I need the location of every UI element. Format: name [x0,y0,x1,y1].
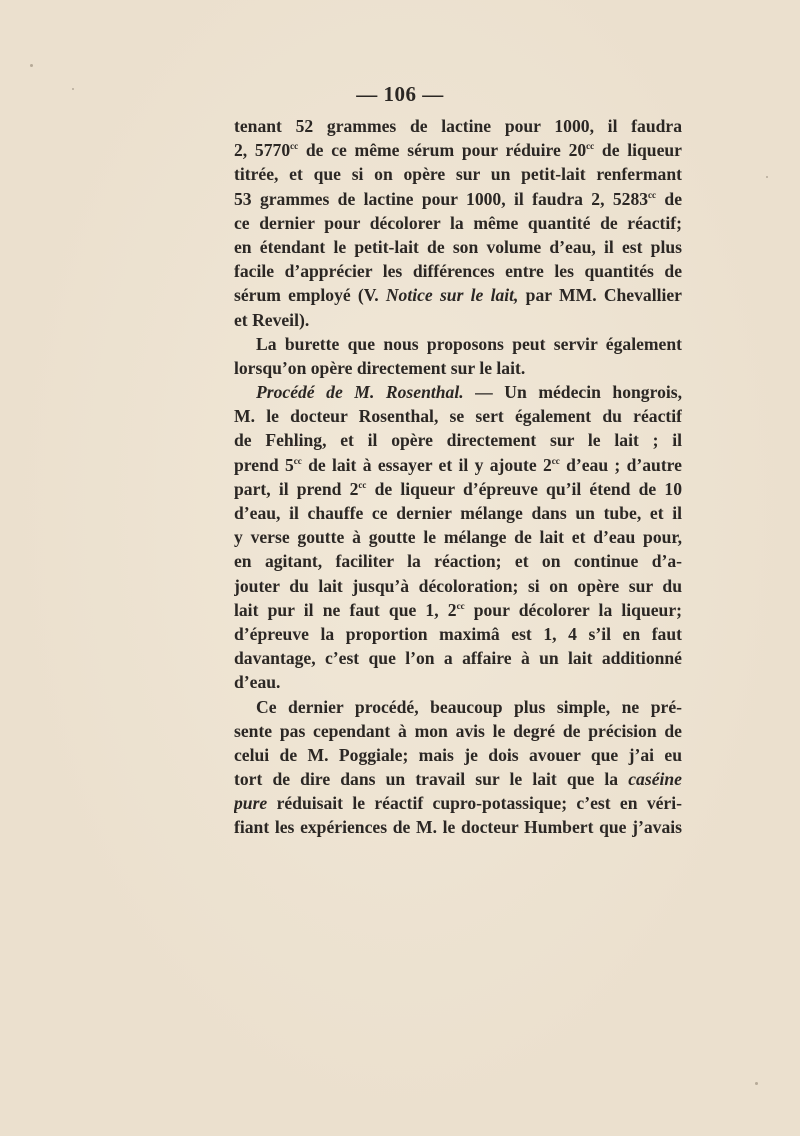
superscript-unit: cc [358,479,367,490]
text-segment: jouter du lait jusqu’à décoloration; si on opère sur du [234,575,682,596]
text-line [234,525,682,549]
text-segment: prend 5 [234,454,294,475]
text-segment: d’eau, il chauffe ce dernier mélange dans un tube, et il [234,503,682,523]
italic-text: Notice sur le lait, [385,285,519,306]
paper-speck [755,1082,758,1085]
text-segment: fiant les expériences de M. le docteur Humbert que j’avais [234,817,682,838]
italic-text: pure [234,793,268,814]
text-line [234,259,682,283]
superscript-unit: cc [456,600,465,611]
text-line [234,477,682,501]
text-line [234,670,682,694]
text-segment: part, il prend 2 [234,478,359,499]
text-segment: sente pas cependant à mon avis le degré de précision de [234,720,682,741]
text-line [234,162,682,186]
text-line [234,187,682,211]
text-segment: en étendant le petit-lait de son volume d’eau, il est plus [234,236,682,257]
text-segment: 53 grammes de lactine pour 1000, il faudra 2, 5283 [234,188,649,209]
text-line [234,332,682,356]
text-segment: de Fehling, et il opère directement sur le lait ; il [234,430,682,451]
text-segment: lorsqu’on opère directement sur le lait. [234,357,526,378]
text-segment: de liqueur d’épreuve qu’il étend de 10 [366,478,682,499]
text-segment: d’épreuve la proportion maximâ est 1, 4 s’il en faut [234,623,682,644]
superscript-unit: cc [293,455,302,466]
text-line [234,574,682,598]
text-line [234,622,682,646]
text-line [234,791,682,815]
italic-text: caséine [628,769,682,790]
text-line [234,283,682,307]
text-line [234,743,682,767]
text-segment: sérum employé (V. [234,285,386,306]
text-segment: celui de M. Poggiale; mais je dois avouer que j’ai eu [234,744,682,765]
text-line [234,428,682,452]
paper-speck [30,64,33,67]
text-segment: lait pur il ne faut que 1, 2 [234,599,457,620]
text-segment: de [656,188,682,209]
text-segment: de liqueur [594,140,682,161]
text-line [234,501,682,525]
text-segment: facile d’apprécier les différences entre les quantités de [234,261,682,282]
text-segment: ce dernier pour décolorer la même quantité de réactif; [234,212,682,233]
text-line [234,695,682,719]
italic-text: Procédé de M. Rosenthal. [256,382,464,403]
text-segment: 2, 5770 [234,140,291,161]
text-line [234,211,682,235]
body-text [234,114,682,840]
text-line [234,719,682,743]
text-line [234,815,682,839]
text-line [234,356,682,380]
text-segment: de ce même sérum pour réduire 20 [298,140,587,161]
text-segment: réduisait le réactif cupro-potassique; c’est en véri- [267,793,682,814]
text-segment: pour décolorer la liqueur; [464,599,682,620]
text-line [234,453,682,477]
text-segment: et Reveil). [234,309,310,330]
superscript-unit: cc [551,455,560,466]
text-line [234,549,682,573]
text-segment: Ce dernier procédé, beaucoup plus simple, ne pré- [256,696,682,717]
page-number: — 106 — [356,82,444,106]
text-segment: M. le docteur Rosenthal, se sert également du réactif [234,406,682,427]
text-segment: — Un médecin hongrois, [463,382,682,403]
text-segment: d’eau. [234,672,281,693]
paper-speck [766,176,768,178]
text-line [234,598,682,622]
text-segment: par MM. Chevallier [518,285,682,306]
text-segment: de lait à essayer et il y ajoute 2 [301,454,552,475]
text-line [234,138,682,162]
text-segment: La burette que nous proposons peut servir également [256,333,682,354]
text-line [234,404,682,428]
superscript-unit: cc [290,141,299,152]
text-line [234,380,682,404]
superscript-unit: cc [648,189,657,200]
text-segment: tenant 52 grammes de lactine pour 1000, il faudra [234,116,682,136]
text-line [234,767,682,791]
text-segment: titrée, et que si on opère sur un petit-lait renfermant [234,164,682,185]
text-segment: en agitant, faciliter la réaction; et on continue d’a- [234,551,682,572]
text-segment: y verse goutte à goutte le mélange de lait et d’eau pour, [234,527,682,548]
paper-speck [72,88,74,90]
text-line [234,114,682,138]
text-line [234,235,682,259]
superscript-unit: cc [586,141,595,152]
text-segment: davantage, c’est que l’on a affaire à un lait additionné [234,648,682,669]
text-line [234,308,682,332]
text-segment: d’eau ; d’autre [559,454,682,475]
text-line [234,646,682,670]
text-segment: tort de dire dans un travail sur le lait que la [234,769,629,790]
